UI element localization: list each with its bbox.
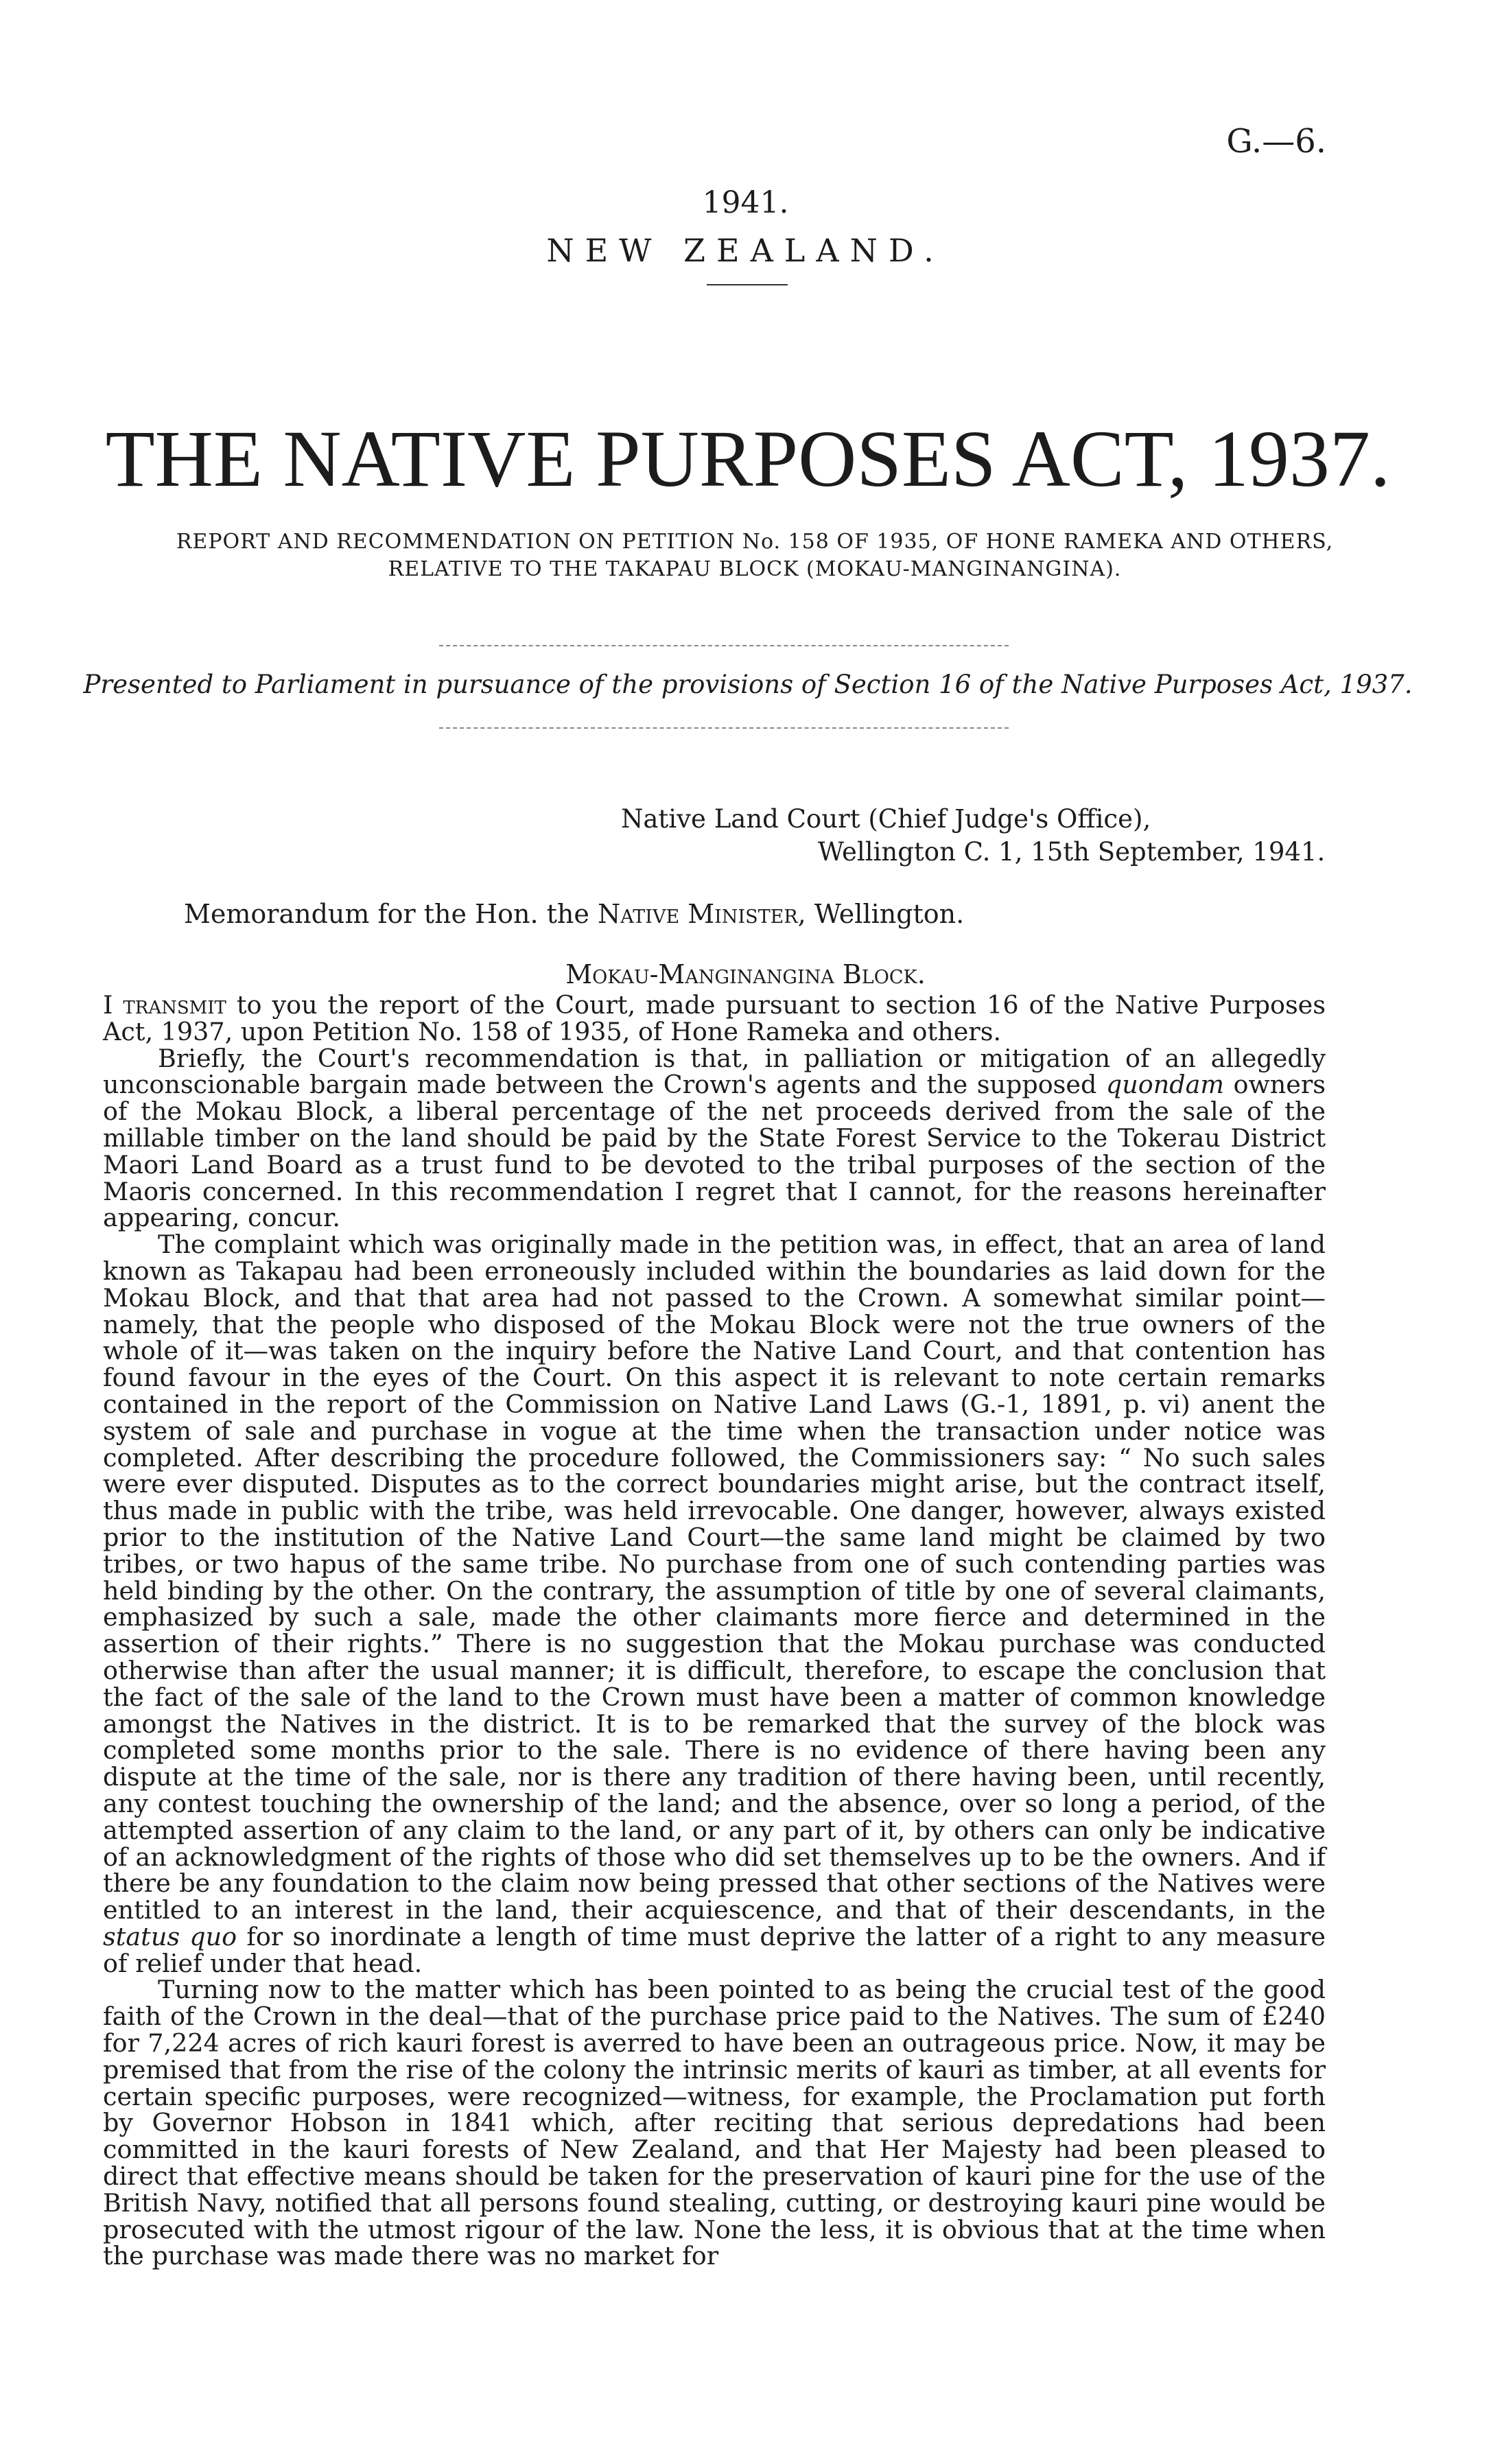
divider-rule-dotted (439, 645, 1009, 646)
italic-term: status quo (103, 1921, 237, 1951)
document-reference: G.—6. (1226, 122, 1326, 161)
paragraph-2 (103, 1043, 1326, 1233)
report-subtitle (89, 528, 1420, 583)
memo-prefix: Memorandum for the Hon. the (184, 899, 589, 929)
block-heading: Mokau-Manginangina Block. (565, 959, 926, 989)
divider-rule-dotted (439, 727, 1009, 729)
memo-body (103, 992, 1326, 2270)
address-line-1: Native Land Court (Chief Judge's Office), (621, 804, 1151, 834)
paragraph-1 (103, 992, 1326, 1046)
paragraph-text: The complaint which was originally made in the petition was, in effect, that an area of land known as Takapau had been erroneously included within the boundaries as laid down for the Mokau Block, and that that area had not passed to the Crown. A somewhat similar point—namely, that the people who disposed of the Mokau Block were not the true owners of the whole of it—was taken on the inquiry before the Native Land Court, and that contention has found favour in the eyes of the Court. On this aspect it is relevant to note certain remarks contained in the report of the Commission on Native Land Laws (G.-1, 1891, p. vi) anent the system of sale and purchase in vogue at the time when the transaction under notice was completed. After describing the procedure followed, the Commissioners say: “ No such sales were ever disputed. Disputes as to the correct boundaries might arise, but the contract itself, thus made in public with the tribe, was held irrevocable. One danger, however, always existed prior to the institution of the Native Land Court—the same land might be claimed by two tribes, or two hapus of the same tribe. No purchase from one of such contending parties was held binding by the other. On the contrary, the assumption of title by one of several claimants, emphasized by such a sale, made the other claimants more fierce and determined in the assertion of their rights.” There is no suggestion that the Mokau purchase was conducted otherwise than after the usual manner; it is difficult, therefore, to escape the conclusion that the fact of the sale of the land to the Crown must have been a matter of common knowledge amongst the Natives in the district. It is to be remarked that the survey of the block was completed some months prior to the sale. There is no evidence of there having been any dispute at the time of the sale, nor is there any tradition of there having been, until recently, any contest touching the ownership of the land; and the absence, over so long a period, of the attempted assertion of any claim to the land, or any part of it, by others can only be indicative of an acknowledgment of the rights of those who did set themselves up to be the owners. And if there be any foundation to the claim now being pressed that other sections of the Natives were entitled to an interest in the land, their acquiescence, and that of their descendants, in the (103, 1230, 1326, 1925)
paragraph-lead: I transmit (103, 990, 226, 1020)
paragraph-4 (103, 1977, 1326, 2270)
divider-rule (707, 284, 788, 285)
subtitle-line-1: REPORT AND RECOMMENDATION ON PETITION No. 158 OF 1935, OF HONE RAMEKA AND OTHERS, (176, 530, 1334, 554)
paragraph-text: Turning now to the matter which has been pointed to as being the crucial test of the good faith of the Crown in the deal—that of the purchase price paid to the Natives. The sum of £240 for 7,224 acres of rich kauri forest is averred to have been an outrageous price. Now, it may be premised that from the rise of the colony the intrinsic merits of kauri as timber, at all events for certain specific purposes, were recognized—witness, for example, the Proclamation put forth by Governor Hobson in 1841 which, after reciting that serious depredations had been committed in the kauri forests of New Zealand, and that Her Majesty had been pleased to direct that effective means should be taken for the preservation of kauri pine for the use of the British Navy, notified that all persons found stealing, cutting, or destroying kauri pine would be prosecuted with the utmost rigour of the law. None the less, it is obvious that at the time when the purchase was made there was no market for (103, 1975, 1326, 2271)
paragraph-text: owners of the Mokau Block, a liberal percentage of the net proceeds derived from the sale of the millable timber on the land should be paid by the State Forest Service to the Tokerau District Maori Land Board as a trust fund to be devoted to the tribal purposes of the section of the Maoris concerned. In this recommendation I regret that I cannot, for the reasons hereinafter appearing, concur. (103, 1070, 1326, 1233)
memorandum-line (184, 899, 964, 929)
document-year: 1941. (702, 185, 789, 220)
subtitle-line-2: RELATIVE TO THE TAKAPAU BLOCK (MOKAU-MANGINANGINA). (388, 557, 1122, 581)
paragraph-text: Briefly, the Court's recommendation is that, in palliation or mitigation of an allegedly unconscionable bargain made between the Crown's agents and the supposed (103, 1043, 1326, 1100)
presented-line: Presented to Parliament in pursuance of the provisions of Section 16 of the Native Purposes Act, 1937. (83, 670, 1413, 699)
italic-term: quondam (1105, 1070, 1224, 1100)
memo-minister: Native Minister (598, 899, 798, 929)
country-heading: NEW ZEALAND. (546, 232, 945, 269)
paragraph-3 (103, 1232, 1326, 1977)
page-title: THE NATIVE PURPOSES ACT, 1937. (105, 414, 1391, 504)
paragraph-text: for so inordinate a length of time must deprive the latter of a right to any measure of relief under that head. (103, 1921, 1326, 1978)
memo-suffix: , Wellington. (797, 899, 965, 929)
paragraph-text: to you the report of the Court, made pursuant to section 16 of the Native Purposes Act, 1937, upon Petition No. 158 of 1935, of Hone Rameka and others. (103, 990, 1326, 1046)
address-line-2: Wellington C. 1, 15th September, 1941. (818, 837, 1326, 867)
